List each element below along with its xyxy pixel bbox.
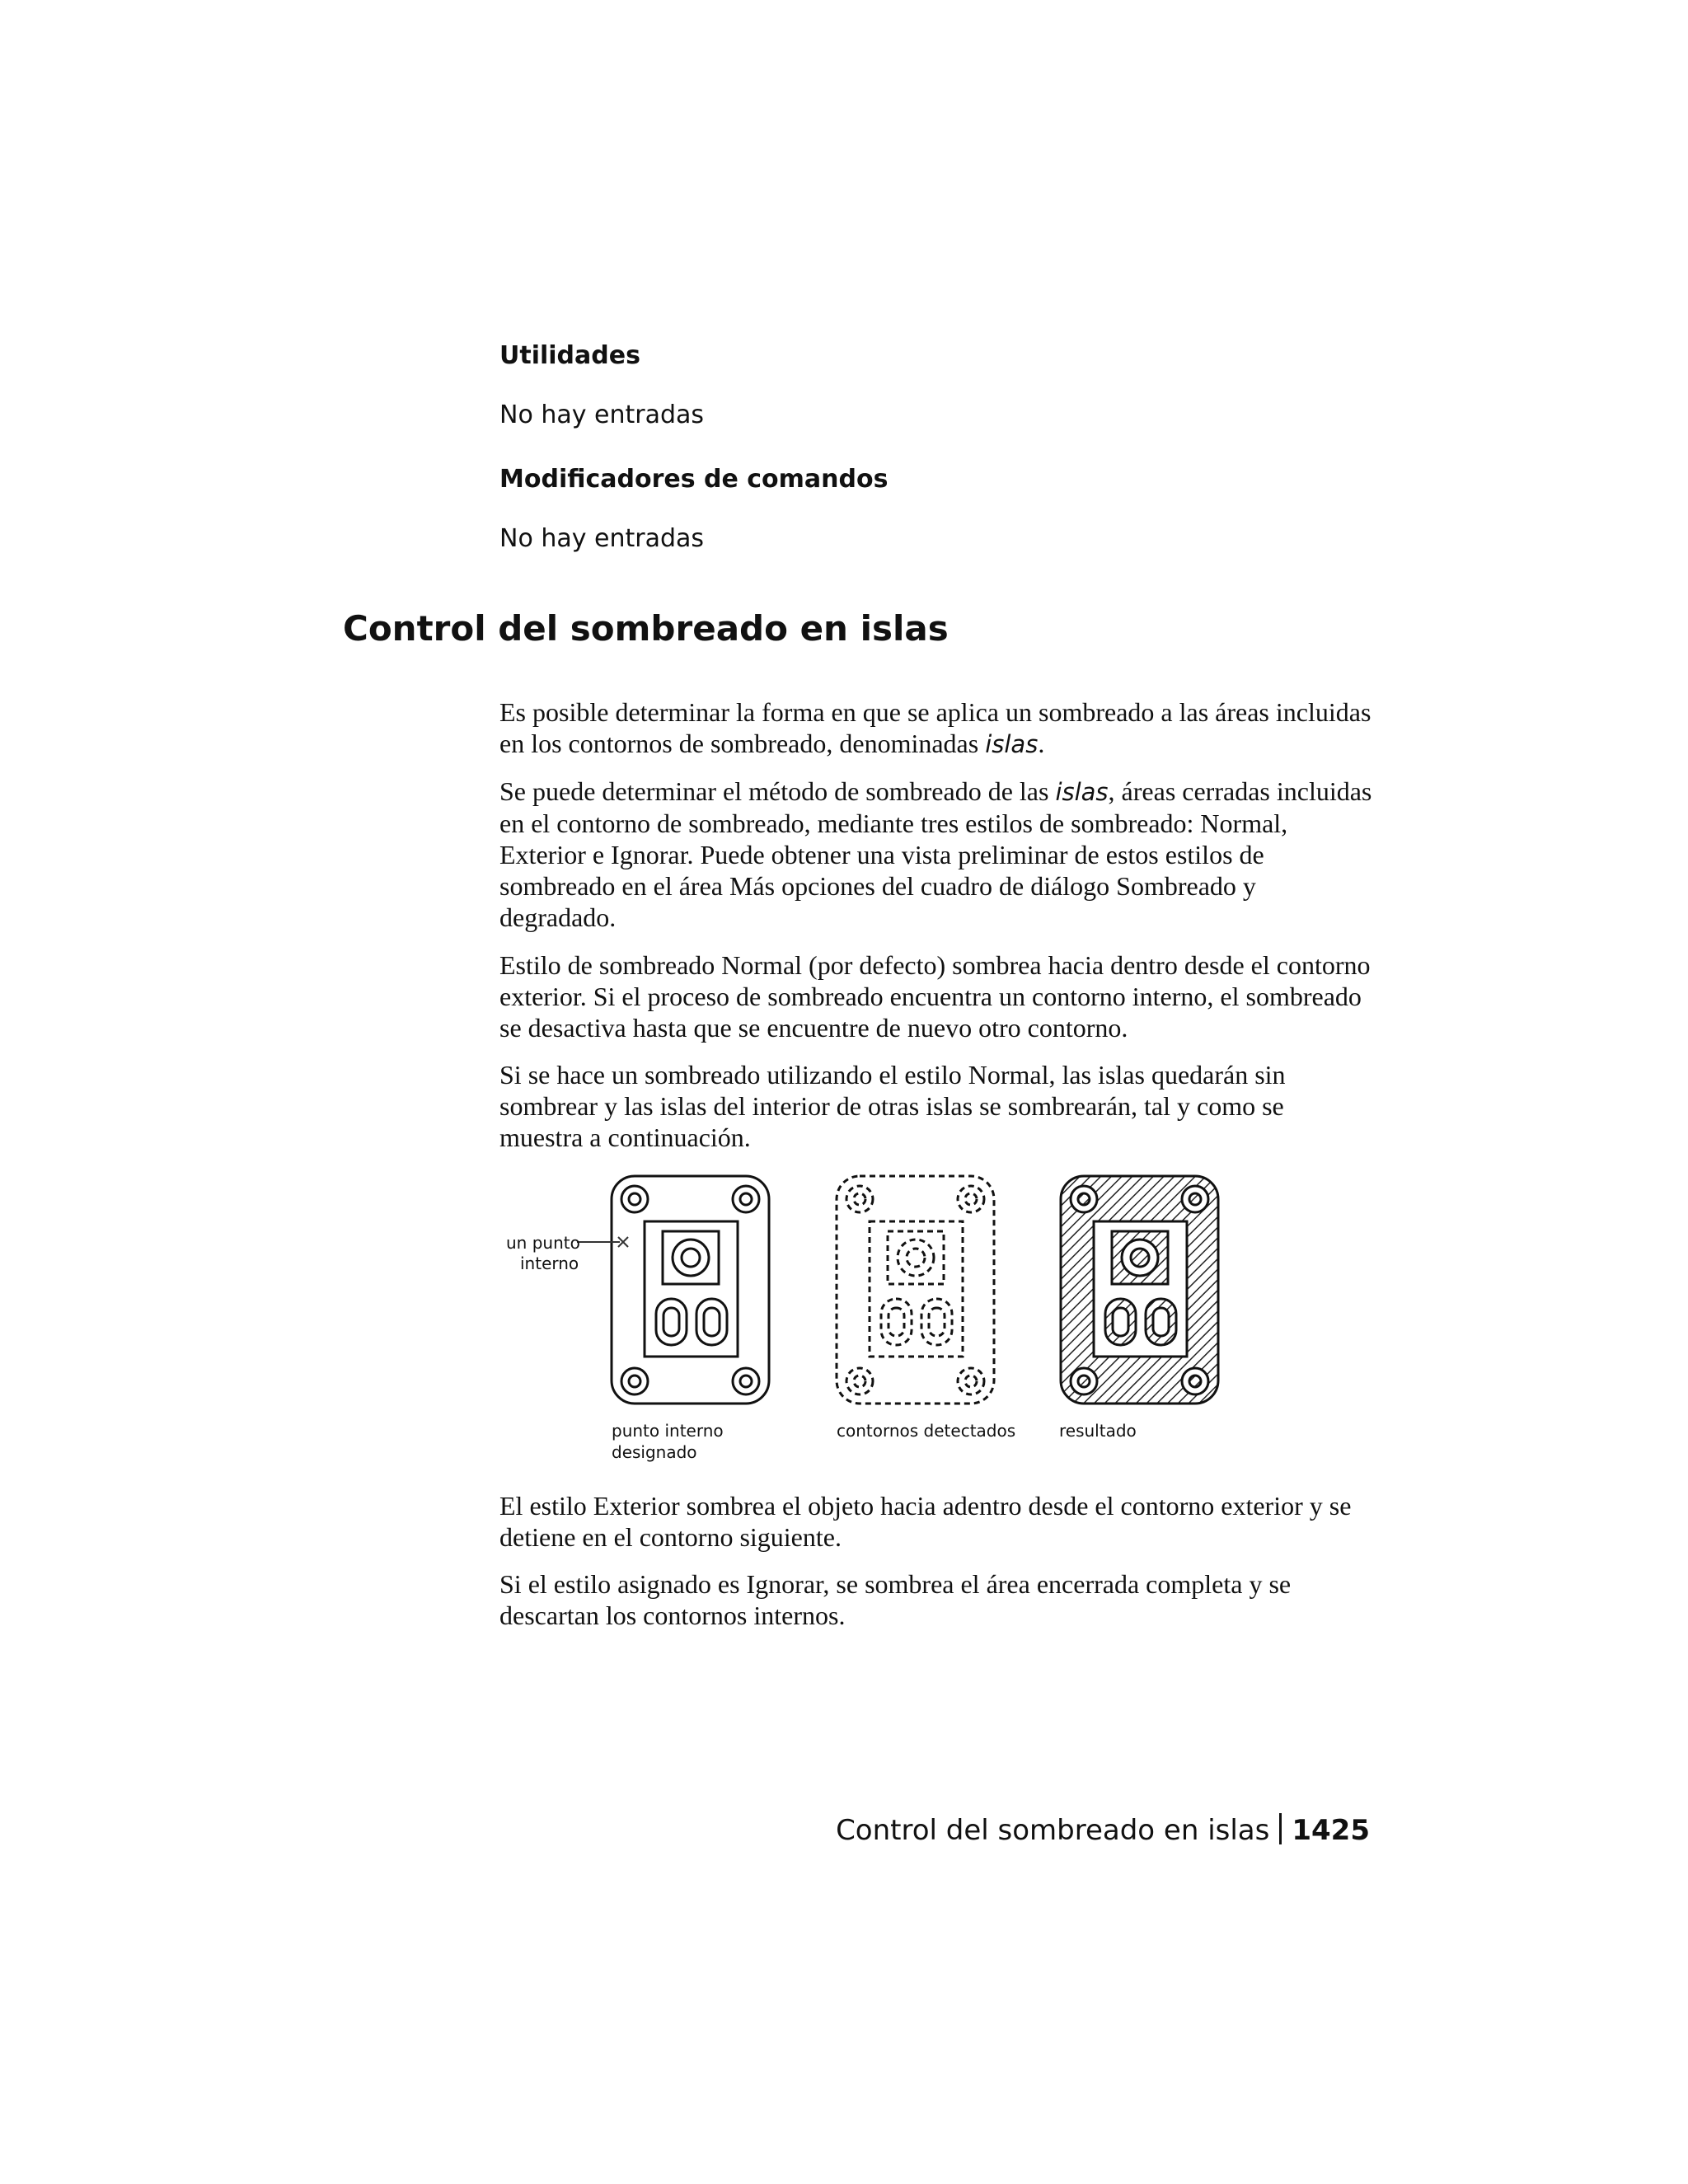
- panel-detected-boundaries: [837, 1176, 994, 1404]
- emphasis-islas: islas: [985, 730, 1039, 758]
- figure-caption-2: contornos detectados: [837, 1421, 1016, 1441]
- footer-separator: [1279, 1813, 1282, 1844]
- emphasis-islas: islas: [1055, 778, 1109, 806]
- panel-result: [1061, 1176, 1218, 1404]
- paragraph-1: Es posible determinar la forma en que se aplica un sombreado a las áreas incluidas en los contornos de sombreado, denominadas islas.: [499, 697, 1372, 758]
- section-title-modificadores: Modificadores de comandos: [499, 465, 889, 494]
- panel-internal-point: [612, 1176, 769, 1404]
- section-body-modificadores: No hay entradas: [499, 524, 705, 553]
- footer-title: Control del sombreado en islas: [836, 1814, 1270, 1847]
- paragraph-4: Si se hace un sombreado utilizando el estilo Normal, las islas quedarán sin sombrear y las islas del interior de otras islas se sombrearán, tal y como se muestra a continuación.: [499, 1060, 1286, 1152]
- page-number: 1425: [1292, 1814, 1370, 1847]
- internal-point-callout: [577, 1237, 628, 1247]
- page-footer: [836, 1813, 1370, 1847]
- figure-caption-3: resultado: [1059, 1421, 1137, 1441]
- figure-caption-1-line1: punto interno: [612, 1421, 724, 1441]
- page-heading: Control del sombreado en islas: [343, 608, 949, 649]
- paragraph-6: Si el estilo asignado es Ignorar, se sombrea el área encerrada completa y se descartan los contornos internos.: [499, 1569, 1292, 1630]
- paragraph-3: Estilo de sombreado Normal (por defecto) sombrea hacia dentro desde el contorno exterior. Si el proceso de sombreado encuentra un contorno interno, el sombreado se desactiva hasta que se encuentre de nuevo otro contorno.: [499, 950, 1371, 1043]
- section-body-utilidades: No hay entradas: [499, 401, 705, 429]
- paragraph-2: Se puede determinar el método de sombreado de las islas, áreas cerradas incluidas en el contorno de sombreado, mediante tres estilos de sombreado: Normal, Exterior e Ignorar. Puede obtener una vista preliminar de estos estilos de sombreado en el área Más opciones del cuadro de diálogo Sombreado y degradado.: [499, 776, 1372, 932]
- figure-callout-line2: interno: [520, 1254, 579, 1273]
- figure-caption-1-line2: designado: [612, 1442, 697, 1462]
- paragraph-5: El estilo Exterior sombrea el objeto hacia adentro desde el contorno exterior y se detiene en el contorno siguiente.: [499, 1491, 1352, 1552]
- section-title-utilidades: Utilidades: [499, 341, 640, 370]
- figure-callout-line1: un punto: [506, 1233, 580, 1253]
